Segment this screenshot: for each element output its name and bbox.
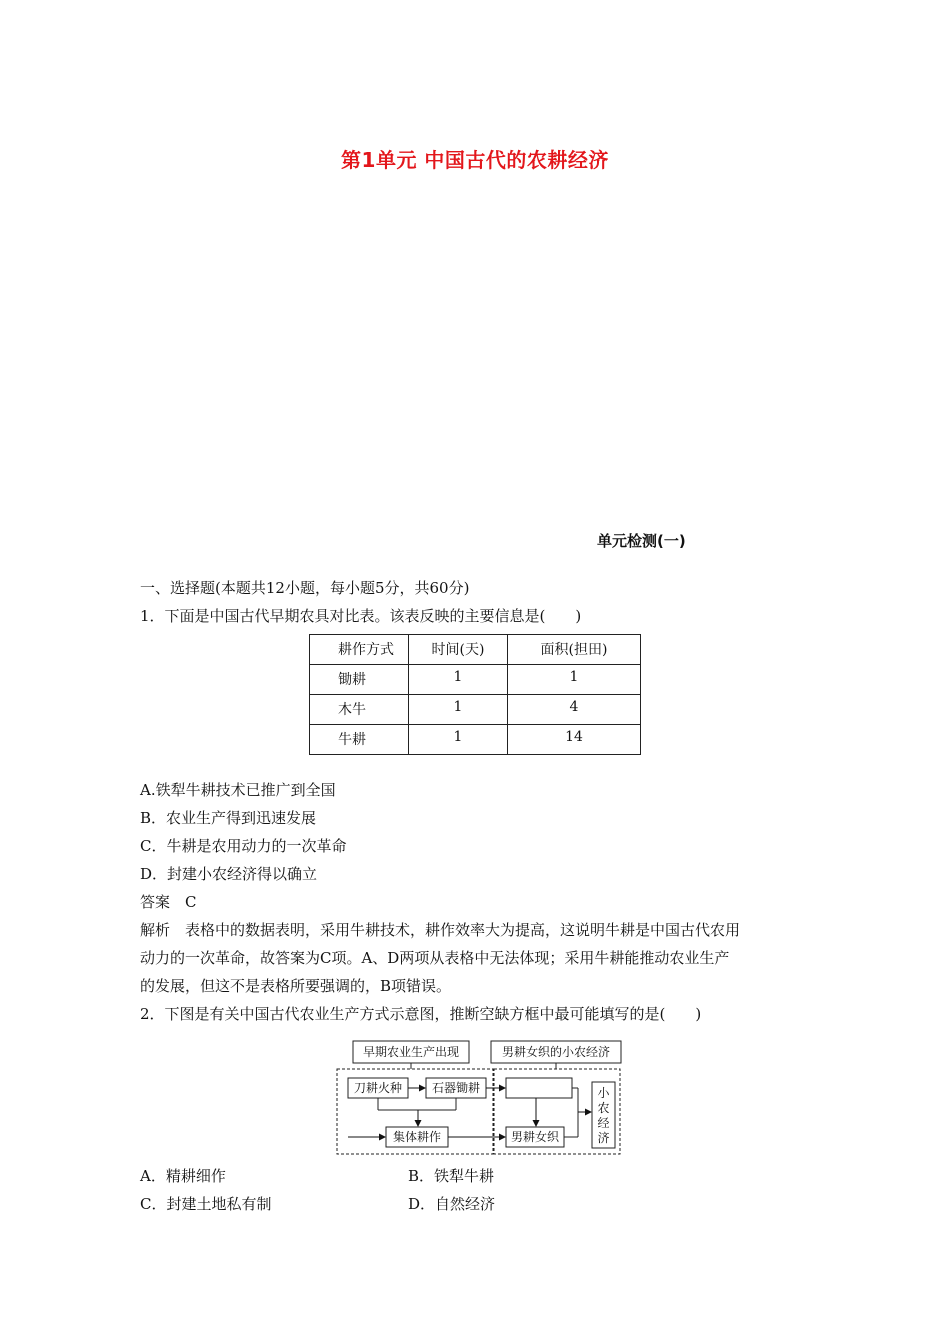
q2-option-a: A．精耕细作 (140, 1167, 226, 1185)
table-cell: 牛耕 (310, 725, 409, 755)
table-header-row (310, 635, 641, 665)
q1-analysis-line: 的发展，但这不是表格所要强调的，B项错误。 (140, 977, 452, 995)
q1-option-b: B．农业生产得到迅速发展 (140, 809, 317, 827)
section-heading: 一、选择题(本题共12小题，每小题5分，共60分) (140, 579, 470, 597)
q1-option-a: A.铁犁牛耕技术已推广到全国 (140, 781, 336, 799)
farming-mode-diagram (336, 1040, 626, 1158)
table-cell: 1 (409, 695, 508, 725)
table-cell: 木牛 (310, 695, 409, 725)
table-cell: 1 (409, 665, 508, 695)
early-agriculture-label: 早期农业生产出现 (362, 1045, 460, 1059)
table-cell: 1 (409, 725, 508, 755)
table-row (310, 725, 641, 755)
q1-analysis-line: 解析 表格中的数据表明，采用牛耕技术，耕作效率大为提高，这说明牛耕是中国古代农用 (140, 921, 741, 939)
farm-tool-comparison-table (309, 634, 641, 755)
table-header: 耕作方式 (310, 635, 409, 665)
blank-answer-box (506, 1078, 572, 1098)
side-char: 农 (597, 1101, 610, 1115)
unit-test-heading: 单元检测(一) (597, 532, 686, 550)
side-char: 小 (597, 1086, 610, 1100)
table-header: 面积(担田) (508, 635, 641, 665)
question-1-stem: 1．下面是中国古代早期农具对比表。该表反映的主要信息是( ) (140, 607, 582, 625)
q1-analysis-line: 动力的一次革命，故答案为C项。A、D两项从表格中无法体现；采用牛耕能推动农业生产 (140, 949, 730, 967)
table-row (310, 695, 641, 725)
q2-option-d: D．自然经济 (408, 1195, 496, 1213)
table-cell: 1 (508, 665, 641, 695)
collective-farming-label: 集体耕作 (392, 1130, 442, 1144)
side-char: 经 (597, 1116, 610, 1130)
table-cell: 4 (508, 695, 641, 725)
q1-option-c: C．牛耕是农用动力的一次革命 (140, 837, 347, 855)
side-char: 济 (597, 1131, 610, 1145)
question-2-stem: 2．下图是有关中国古代农业生产方式示意图，推断空缺方框中最可能填写的是( ) (140, 1005, 702, 1023)
q2-option-b: B．铁犁牛耕 (408, 1167, 495, 1185)
table-row (310, 665, 641, 695)
page-title: 第1单元 中国古代的农耕经济 (341, 148, 609, 172)
stone-hoe-label: 石器锄耕 (431, 1081, 481, 1095)
men-farm-women-weave-label: 男耕女织 (510, 1130, 560, 1144)
table-cell: 14 (508, 725, 641, 755)
q1-option-d: D．封建小农经济得以确立 (140, 865, 318, 883)
table-cell: 锄耕 (310, 665, 409, 695)
small-farmer-economy-label: 男耕女织的小农经济 (501, 1045, 611, 1059)
q1-answer: 答案 C (140, 893, 197, 911)
slash-and-burn-label: 刀耕火种 (353, 1081, 403, 1095)
q2-option-c: C．封建土地私有制 (140, 1195, 272, 1213)
table-header: 时间(天) (409, 635, 508, 665)
